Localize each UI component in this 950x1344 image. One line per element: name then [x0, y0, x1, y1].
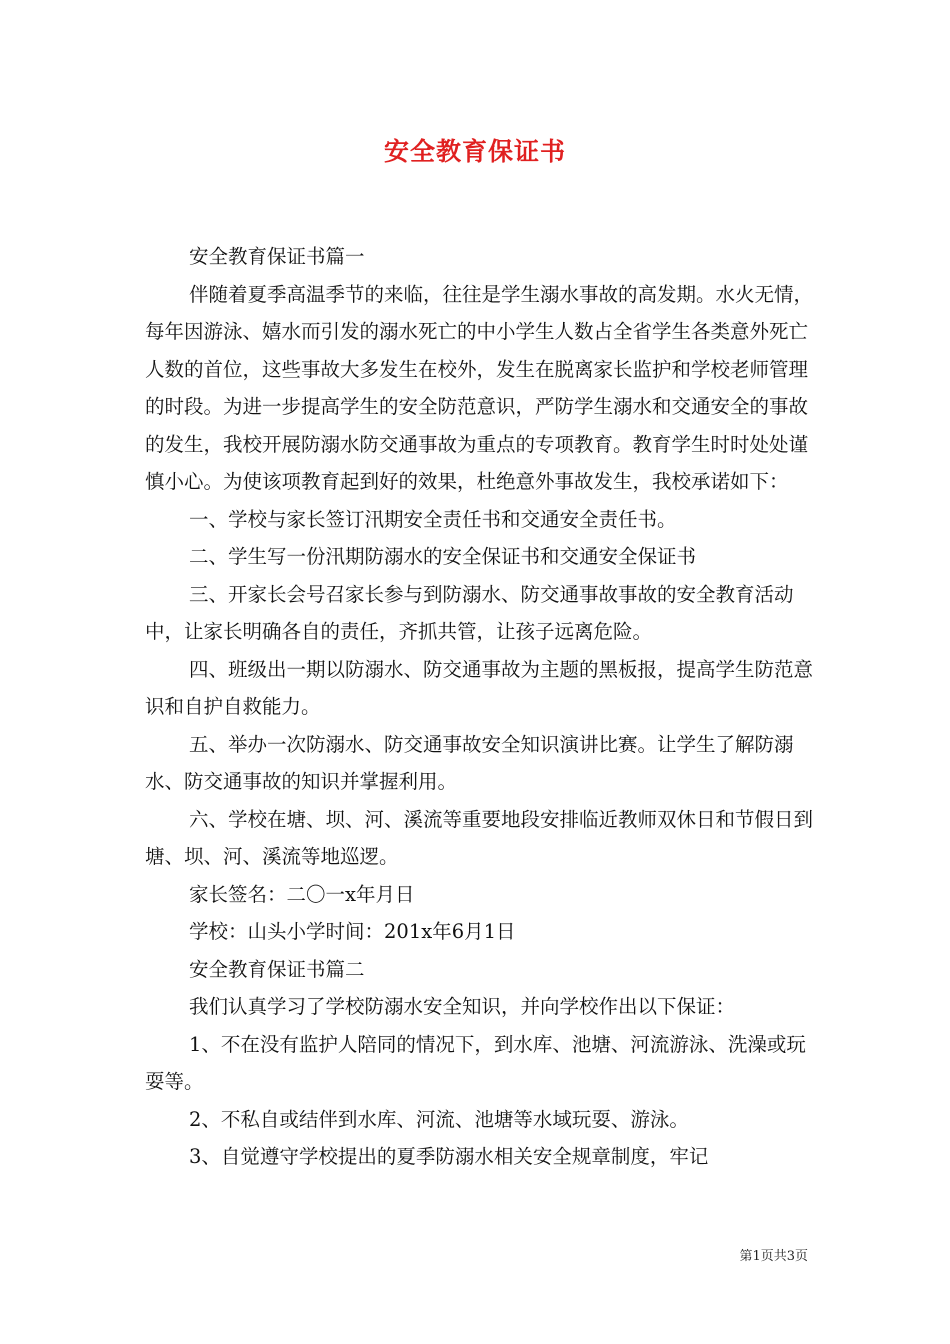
list-item: 2、不私自或结伴到水库、河流、池塘等水域玩耍、游泳。: [189, 1107, 689, 1131]
paragraph: 我们认真学习了学校防溺水安全知识，并向学校作出以下保证：: [189, 995, 736, 1018]
list-item: 3、自觉遵守学校提出的夏季防溺水相关安全规章制度，牢记: [189, 1145, 709, 1168]
parent-signature-line: 家长签名：二〇一x年月日: [189, 882, 415, 906]
section-heading: 安全教育保证书篇二: [189, 957, 365, 981]
list-item: 一、学校与家长签订汛期安全责任书和交通安全责任书。: [189, 507, 677, 531]
list-item: 1、不在没有监护人陪同的情况下，到水库、池塘、河流游泳、洗澡或玩耍等。: [145, 1032, 806, 1093]
paragraph: 伴随着夏季高温季节的来临，往往是学生溺水事故的高发期。水火无情，每年因游泳、嬉水而引发的溺水死亡的中小学生人数占全省学生各类意外死亡人数的首位，这些事故大多发生在校外，发生在脱离家长监护和学校老师管理的时段。为进一步提高学生的安全防范意识，严防学生溺水和交通安全的事故的发生，我校开展防溺水防交通事故为重点的专项教育。教育学生时时处处谨慎小心。为使该项教育起到好的效果，杜绝意外事故发生，我校承诺如下：: [145, 282, 814, 493]
school-date-line: 学校：山头小学时间：201x年6月1日: [189, 920, 516, 943]
list-item: 五、举办一次防溺水、防交通事故安全知识演讲比赛。让学生了解防溺水、防交通事故的知识并掌握利用。: [145, 732, 794, 793]
section-heading: 安全教育保证书篇一: [189, 245, 365, 268]
document-title: 安全教育保证书: [383, 137, 566, 166]
list-item: 六、学校在塘、坝、河、溪流等重要地段安排临近教师双休日和节假日到塘、坝、河、溪流等地巡逻。: [145, 807, 814, 868]
list-item: 四、班级出一期以防溺水、防交通事故为主题的黑板报，提高学生防范意识和自护自救能力。: [145, 657, 814, 718]
list-item: 三、开家长会号召家长参与到防溺水、防交通事故事故的安全教育活动中，让家长明确各自的责任，齐抓共管，让孩子远离危险。: [145, 582, 794, 643]
document-body: [145, 238, 815, 1176]
page-number: 第1页共3页: [739, 1249, 808, 1264]
list-item: 二、学生写一份汛期防溺水的安全保证书和交通安全保证书: [189, 545, 697, 568]
